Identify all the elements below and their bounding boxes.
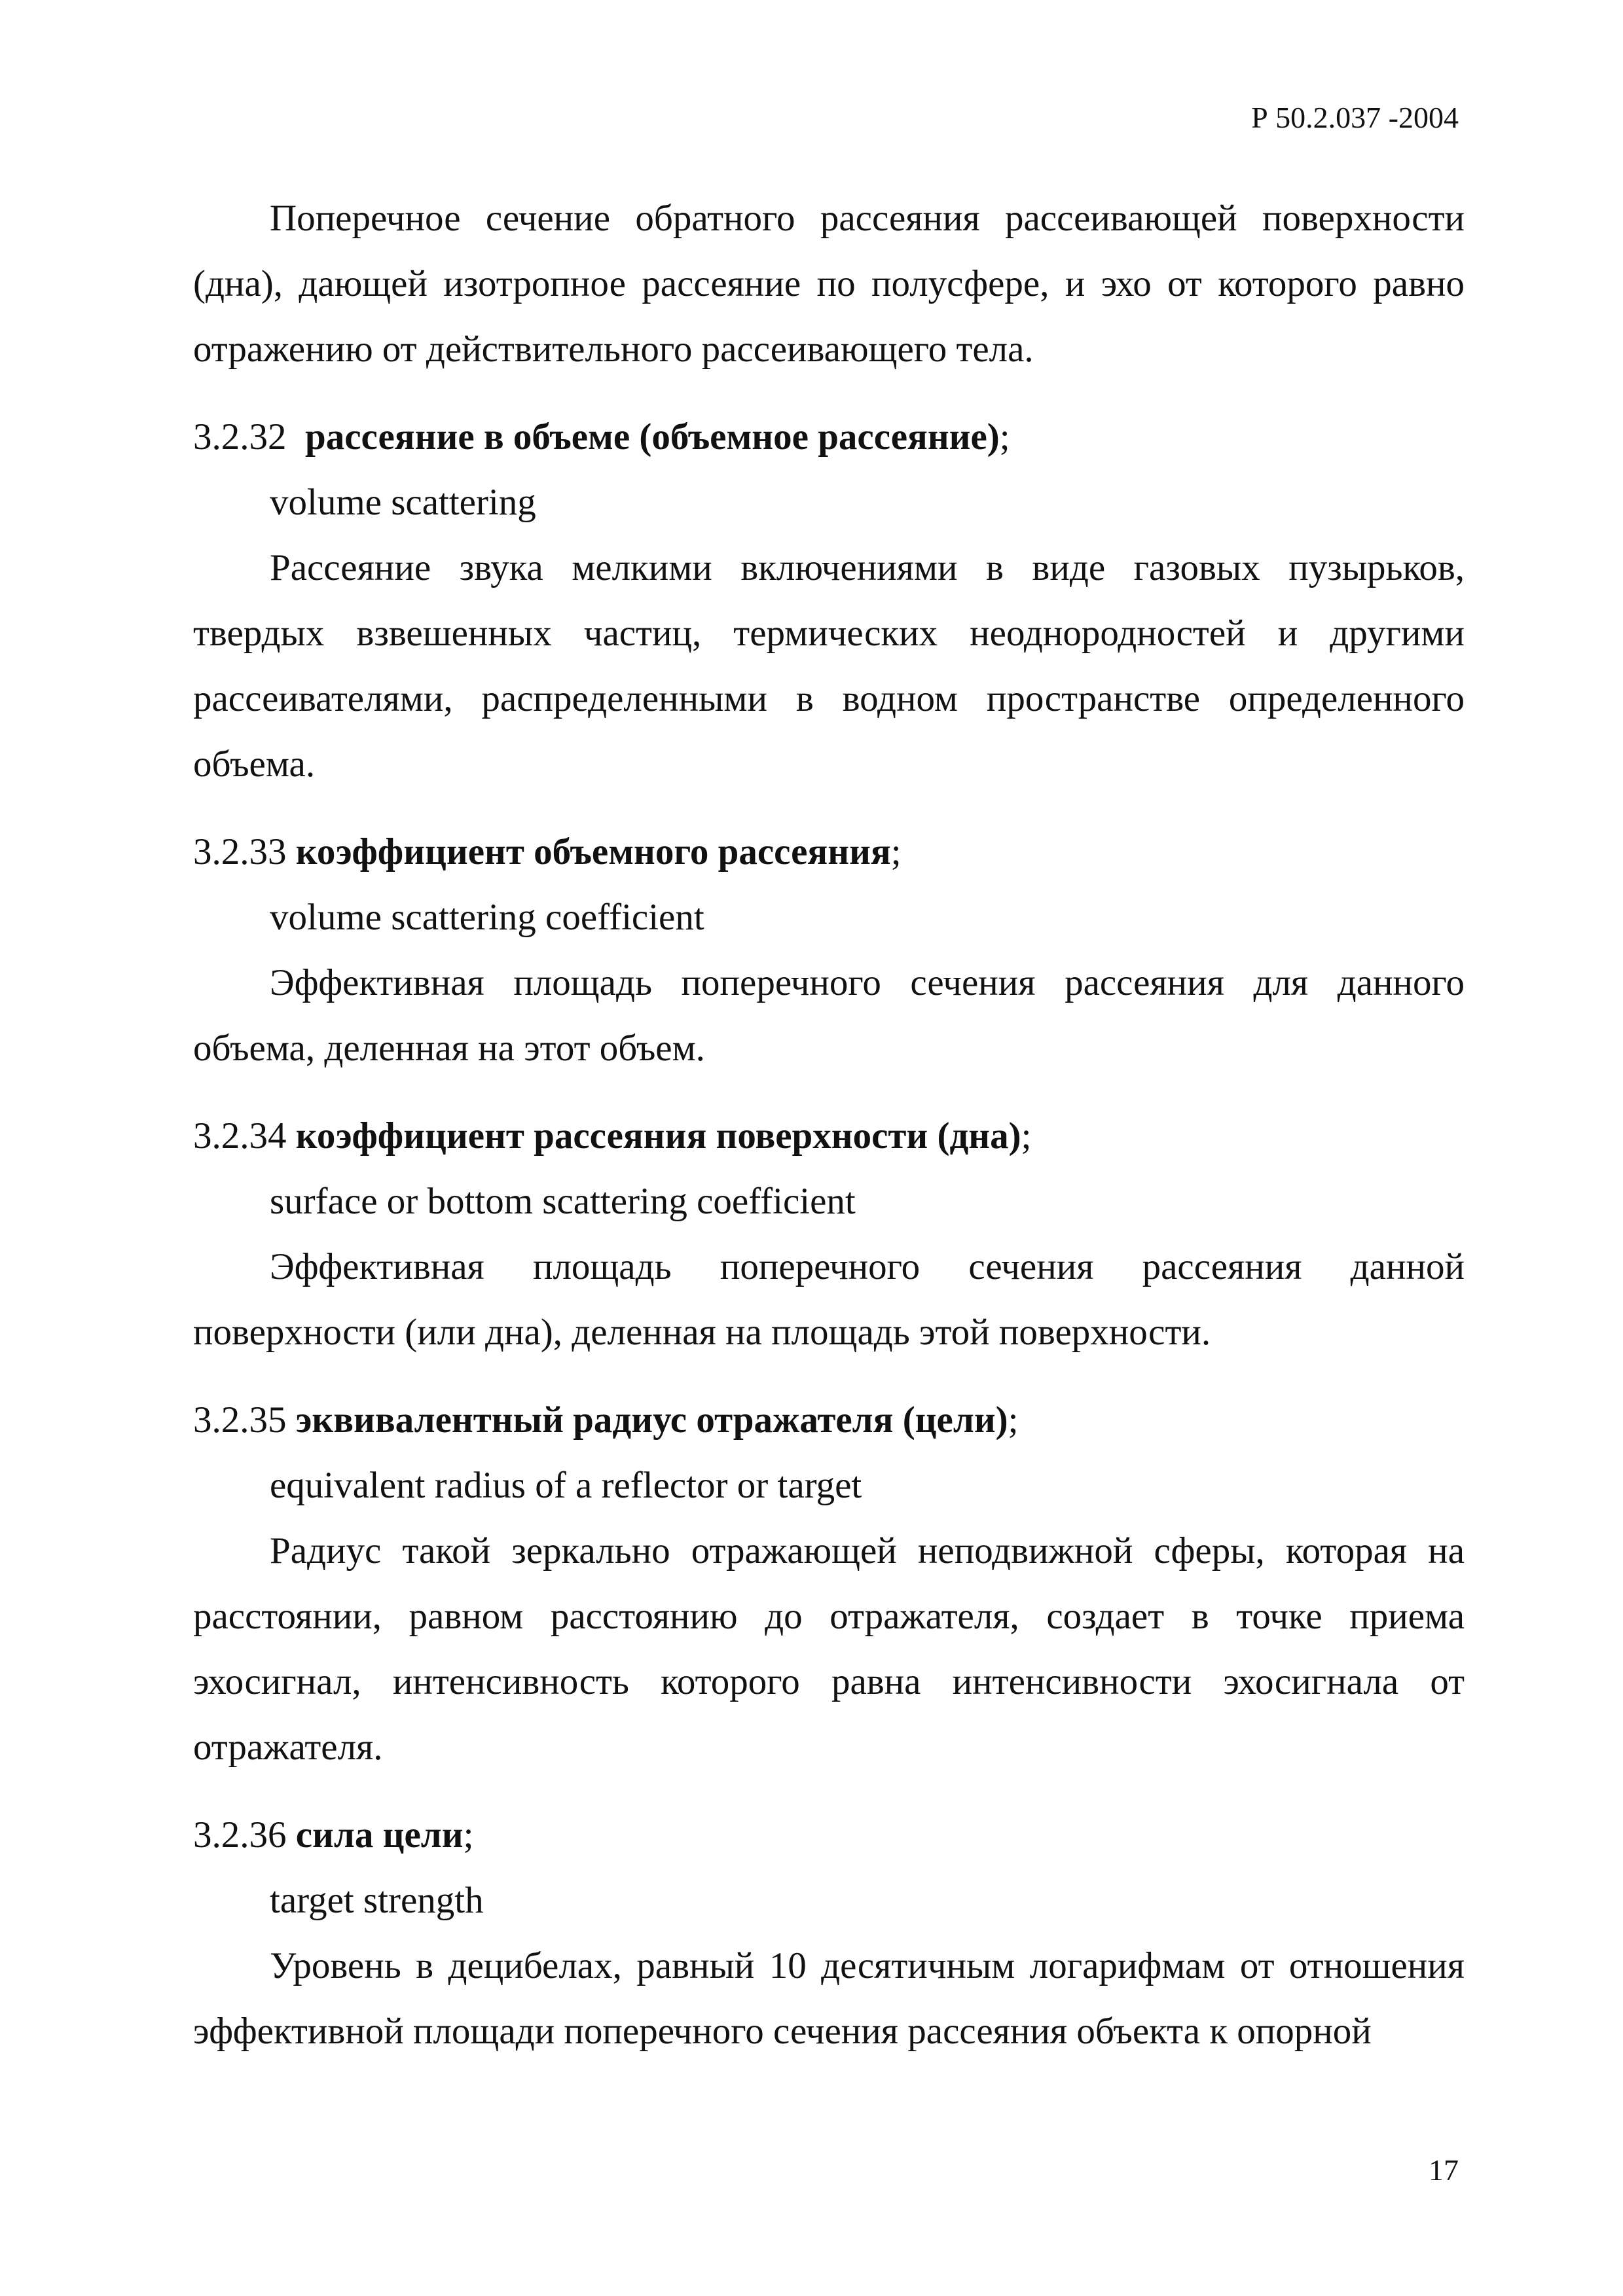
term-name: коэффициент рассеяния поверхности (дна) (295, 1115, 1021, 1157)
term-name: коэффициент объемного рассеяния (295, 831, 891, 872)
term-number: 3.2.36 (193, 1814, 287, 1856)
term-punct: ; (1021, 1115, 1032, 1157)
term-entry (193, 1388, 1465, 1780)
intro-paragraph: Поперечное сечение обратного рассеяния рассеивающей поверхности (дна), дающей изотропное рассеяние по полусфере, и эхо от которого равно отражению от действительного рассеивающего тела. (193, 198, 1465, 370)
term-heading (193, 819, 1465, 885)
term-heading (193, 1803, 1465, 1868)
term-number: 3.2.34 (193, 1115, 287, 1157)
term-entry (193, 404, 1465, 797)
term-english: surface or bottom scattering coefficient (270, 1181, 856, 1222)
term-name: эквивалентный радиус отражателя (цели) (295, 1399, 1008, 1441)
term-punct: ; (890, 831, 902, 872)
term-number: 3.2.32 (193, 416, 287, 457)
term-definition: Уровень в децибелах, равный 10 десятичным логарифмам от отношения эффективной площади поперечного сечения рассеяния объекта к опорной (193, 1945, 1465, 2052)
term-name: сила цели (295, 1814, 464, 1856)
term-entry (193, 1103, 1465, 1365)
term-english: equivalent radius of a reflector or target (270, 1465, 862, 1506)
term-definition: Эффективная площадь поперечного сечения рассеяния данной поверхности (или дна), деленная на площадь этой поверхности. (193, 1246, 1465, 1353)
term-number: 3.2.33 (193, 831, 287, 872)
term-english: target strength (270, 1880, 484, 1921)
term-definition: Радиус такой зеркально отражающей неподвижной сферы, которая на расстоянии, равном расстоянию до отражателя, создает в точке приема эхосигнал, интенсивность которого равна интенсивности эхосигнала от отражателя. (193, 1530, 1465, 1768)
term-english: volume scattering coefficient (270, 897, 704, 938)
page-number: 17 (1429, 2153, 1459, 2187)
term-heading (193, 404, 1465, 470)
document-code: Р 50.2.037 -2004 (1251, 101, 1459, 134)
term-punct: ; (1008, 1399, 1019, 1441)
term-heading (193, 1388, 1465, 1453)
term-english: volume scattering (270, 482, 536, 523)
term-entry (193, 1803, 1465, 2064)
term-definition: Рассеяние звука мелкими включениями в виде газовых пузырьков, твердых взвешенных частиц, термических неоднородностей и другими рассеивателями, распределенными в водном пространстве определенного объема. (193, 547, 1465, 785)
term-punct: ; (463, 1814, 474, 1856)
term-entry (193, 819, 1465, 1081)
page-content (193, 186, 1465, 2064)
term-name: рассеяние в объеме (объемное рассеяние) (305, 416, 1000, 457)
term-definition: Эффективная площадь поперечного сечения рассеяния для данного объема, деленная на этот объем. (193, 962, 1465, 1069)
term-number: 3.2.35 (193, 1399, 287, 1441)
term-punct: ; (999, 416, 1010, 457)
term-heading (193, 1103, 1465, 1169)
